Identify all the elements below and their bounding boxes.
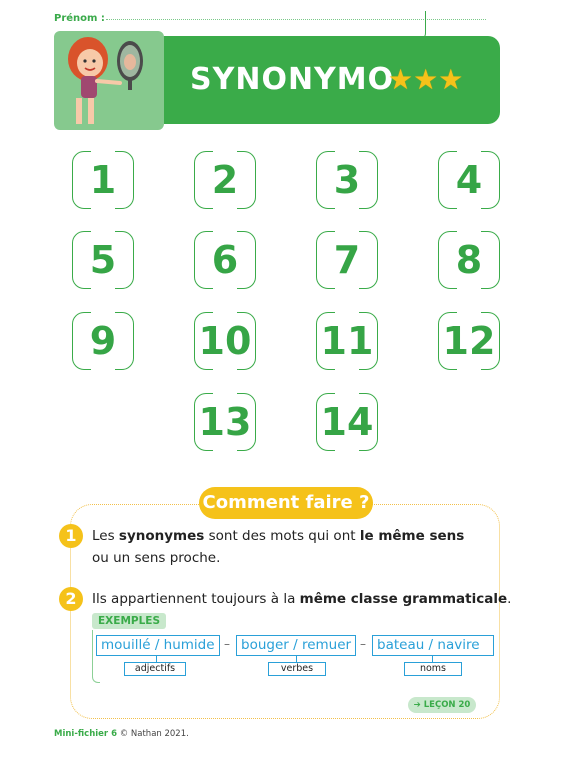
girl-mirror-illustration <box>54 31 164 130</box>
card-5[interactable]: 5 <box>72 231 134 289</box>
card-6[interactable]: 6 <box>194 231 256 289</box>
howto-title: Comment faire ? <box>199 487 373 519</box>
step-1-pre: Les <box>92 528 119 544</box>
card-1[interactable]: 1 <box>72 151 134 209</box>
prenom-label: Prénom : <box>54 13 105 24</box>
card-7[interactable]: 7 <box>316 231 378 289</box>
example-tag-verbes: verbes <box>268 662 326 676</box>
step-1-bold-synonymes: synonymes <box>118 528 205 544</box>
card-13[interactable]: 13 <box>194 393 256 451</box>
examples-label: EXEMPLES <box>92 613 166 629</box>
lecon-link[interactable]: ➔ LEÇON 20 <box>408 697 476 713</box>
step-2-text <box>92 588 511 610</box>
step-1-text <box>92 525 464 569</box>
step-1-mid: sont des mots qui ont <box>204 528 360 544</box>
example-dash: – <box>224 637 230 651</box>
step-number-2: 2 <box>59 587 83 611</box>
page-title: SYNONYMO <box>190 62 395 97</box>
step-1-line2: ou un sens proche. <box>92 550 221 566</box>
example-noms-words: bateau / navire <box>372 635 494 656</box>
example-verbes-words: bouger / remuer <box>236 635 356 656</box>
footer-title: Mini-fichier 6 <box>54 729 117 739</box>
star-icon: ★ <box>438 63 464 96</box>
step-2-pre: Ils appartiennent toujours à la <box>92 591 300 607</box>
prenom-dotted-line[interactable] <box>106 19 486 20</box>
card-8[interactable]: 8 <box>438 231 500 289</box>
star-icon: ★ <box>413 63 439 96</box>
example-adjectifs-words: mouillé / humide <box>96 635 220 656</box>
footer-copyright: © Nathan 2021. <box>117 729 189 739</box>
example-dash: – <box>360 637 366 651</box>
card-12[interactable]: 12 <box>438 312 500 370</box>
girl-mirror-icon <box>54 31 164 130</box>
step-1-bold-meme-sens: le même sens <box>359 528 465 544</box>
star-icon: ★ <box>388 63 414 96</box>
step-2-bold: même classe grammaticale <box>299 591 508 607</box>
step-number-1: 1 <box>59 524 83 548</box>
card-9[interactable]: 9 <box>72 312 134 370</box>
card-4[interactable]: 4 <box>438 151 500 209</box>
card-11[interactable]: 11 <box>316 312 378 370</box>
card-3[interactable]: 3 <box>316 151 378 209</box>
example-tag-adjectifs: adjectifs <box>124 662 186 676</box>
difficulty-stars <box>388 62 463 98</box>
footer <box>54 729 189 739</box>
card-2[interactable]: 2 <box>194 151 256 209</box>
example-tag-noms: noms <box>404 662 462 676</box>
card-14[interactable]: 14 <box>316 393 378 451</box>
step-2-post: . <box>507 591 512 607</box>
card-10[interactable]: 10 <box>194 312 256 370</box>
prenom-row <box>54 11 494 33</box>
